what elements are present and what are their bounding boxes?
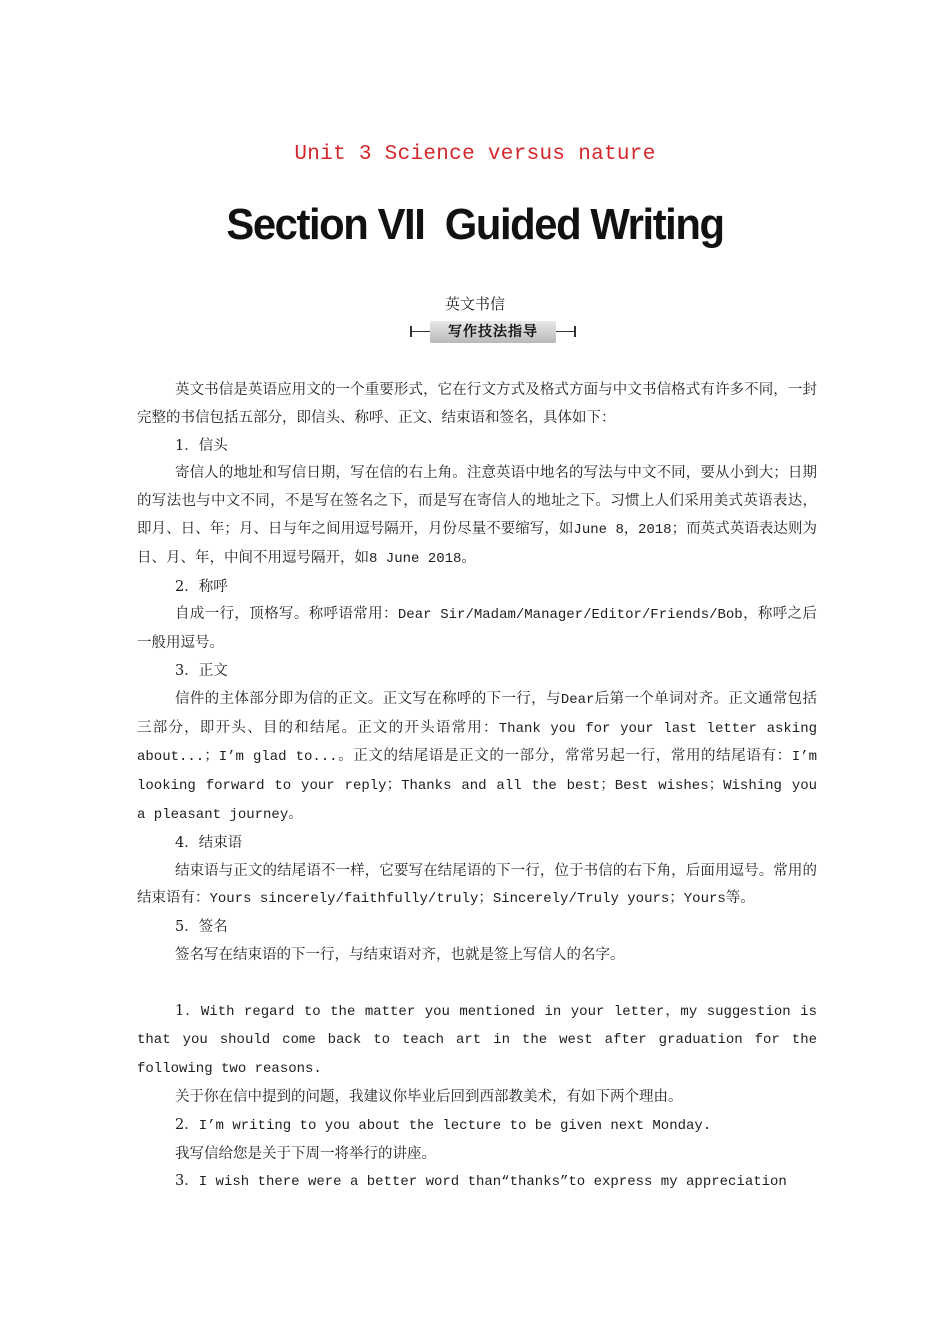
text-run: ；	[478, 890, 493, 907]
text-run: ；	[386, 777, 402, 794]
text-run: 。	[288, 805, 303, 822]
part-heading: 5．签名	[175, 919, 228, 936]
english-term: Dear	[560, 691, 595, 708]
text-run: 自成一行，顶格写。称呼语常用：	[175, 606, 398, 623]
example-chinese: 我写信给您是关于下周一将举行的讲座。	[175, 1145, 436, 1162]
text-run: ，称呼之后一般用逗号。	[137, 606, 818, 652]
part-heading: 2．称呼	[175, 578, 228, 595]
unit-title: Unit 3 Science versus nature	[294, 143, 656, 166]
english-term: Yours sincerely/faithfully/truly	[209, 891, 479, 908]
part	[137, 830, 817, 914]
part-heading: 1．信头	[175, 437, 228, 454]
example-english-text: With regard to the matter you mentioned in your letter，my suggestion is that you should come back to teach art in the west after graduation for the following two reasons.	[137, 1003, 817, 1078]
english-term: Dear Sir/Madam/Manager/Editor/Friends/Bob	[397, 607, 743, 624]
part	[137, 574, 817, 658]
text-run: ；而英式英语表达则为日、月、年，中间不用逗号隔开，如	[137, 520, 818, 566]
example-number: 1．	[175, 1002, 201, 1019]
part-heading: 4．结束语	[175, 834, 243, 851]
part-text	[137, 942, 817, 970]
example	[137, 1168, 817, 1197]
section-banner	[410, 321, 576, 343]
banner-cap-right	[574, 326, 576, 337]
part	[137, 914, 817, 970]
banner-cap-left	[410, 326, 412, 337]
english-term: I’m looking forward to your reply	[137, 749, 817, 795]
banner-label: 写作技法指导	[430, 321, 556, 343]
text-run: 等。	[725, 890, 755, 907]
english-term: Yours	[683, 891, 726, 908]
text-run: 签名写在结束语的下一行，与结束语对齐，也就是签上写信人的名字。	[175, 946, 625, 963]
example-chinese: 关于你在信中提到的问题，我建议你毕业后回到西部教美术，有如下两个理由。	[175, 1088, 683, 1105]
document-body	[137, 377, 817, 1197]
english-term: Wishing you a pleasant journey	[137, 778, 818, 823]
part	[137, 658, 817, 830]
english-term: 8 June 2018	[369, 550, 462, 567]
text-run: 。正文的结尾语是正文的一部分，常常另起一行，常用的结尾语有：	[337, 748, 792, 765]
example-english	[137, 998, 817, 1084]
part-heading: 3．正文	[175, 662, 228, 679]
subject-heading: 英文书信	[444, 295, 505, 313]
example-english-text: I’m writing to you about the lecture to be given next Monday.	[198, 1117, 712, 1134]
text-run: 。	[461, 549, 476, 566]
part	[137, 433, 817, 574]
part-text	[137, 858, 817, 915]
example-english-text: I wish there were a better word than“thanks”to express my appreciation	[198, 1174, 787, 1191]
text-run: ；	[708, 777, 724, 794]
example-english	[137, 1168, 817, 1197]
english-term: Best wishes	[614, 778, 709, 795]
text-run: 寄信人的地址和写信日期，写在信的右上角。注意英语中地名的写法与中文不同，要从小到大；日期的写法也与中文不同，不是写在签名之下，而是写在寄信人的地址之下。习惯上人们采用美式英语表达，即月、日、年；月、日与年之间用逗号隔开，月份尽量不要缩写，如	[137, 465, 817, 537]
text-run: 信件的主体部分即为信的正文。正文写在称呼的下一行，与	[175, 690, 561, 707]
example-english	[137, 1112, 817, 1141]
english-term: Thank you for your last letter asking about...	[137, 720, 817, 766]
spacer	[137, 970, 817, 998]
text-run: ；	[669, 890, 684, 907]
part-text	[137, 460, 817, 573]
section-title: Section VII Guided Writing	[226, 200, 724, 249]
text-run: ；	[204, 748, 219, 765]
text-run: ；	[600, 777, 615, 794]
example	[137, 998, 817, 1112]
english-term: June 8，2018	[573, 521, 672, 538]
part-text	[137, 686, 817, 830]
part-text	[137, 601, 817, 658]
intro-paragraph: 英文书信是英语应用文的一个重要形式，它在行文方式及格式方面与中文书信格式有许多不同，一封完整的书信包括五部分，即信头、称呼、正文、结束语和签名，具体如下：	[137, 382, 817, 426]
english-term: Thanks and all the best	[401, 778, 601, 795]
text-run: 结束语与正文的结尾语不一样，它要写在结尾语的下一行，位于书信的右下角，后面用逗号。常用的结束语有：	[137, 862, 817, 907]
example	[137, 1112, 817, 1169]
example-number: 3．	[175, 1173, 199, 1190]
example-number: 2．	[175, 1116, 199, 1133]
english-term: I’m glad to...	[218, 749, 338, 766]
text-run: 后第一个单词对齐。正文通常包括三部分，即开头、目的和结尾。正文的开头语常用：	[137, 690, 818, 736]
english-term: Sincerely/Truly yours	[492, 891, 670, 908]
